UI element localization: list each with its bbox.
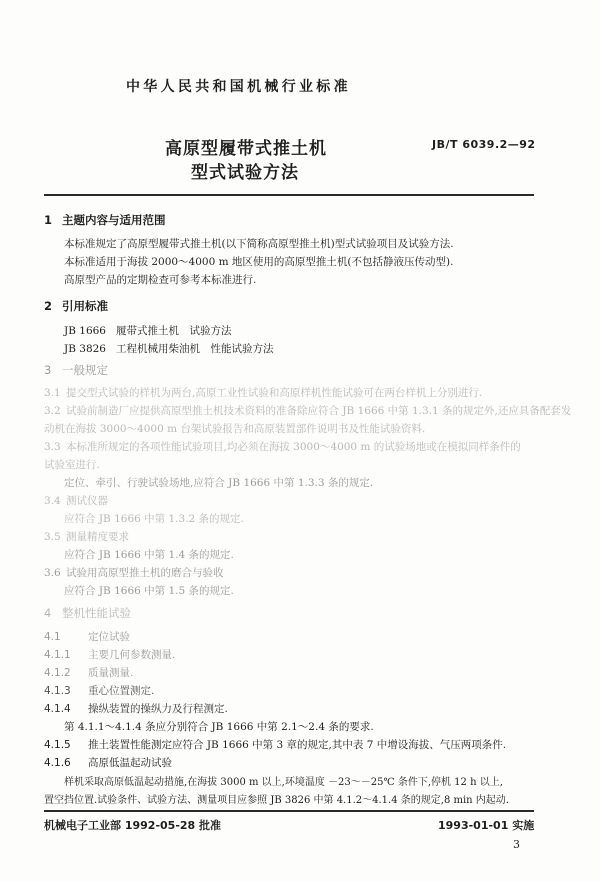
clause-3-3: 3.3 本标准所规定的各项性能试验项目,均必须在海拔 3000～4000 m 的试验场地或在模拟同样条件的 xyxy=(44,441,521,453)
clause-3-4-body: 应符合 JB 1666 中第 1.3.2 条的规定. xyxy=(64,513,244,525)
section-number: 3 xyxy=(44,363,52,377)
standard-number: JB/T 6039.2—92 xyxy=(432,138,536,151)
section-number: 2 xyxy=(44,299,53,313)
clause-3-5-body: 应符合 JB 1666 中第 1.4 条的规定. xyxy=(64,549,234,561)
clause-4-1-3: 4.1.3 重心位置测定. xyxy=(44,685,155,697)
clause-4-1-6: 4.1.6 高原低温起动试验 xyxy=(44,757,172,769)
paragraph: 本标准规定了高原型履带式推土机(以下简称高原型推土机)型式试验项目及试验方法. xyxy=(64,238,454,250)
reference-code: JB 3826 xyxy=(64,343,106,355)
document-title-line-1: 高原型履带式推土机 xyxy=(165,139,327,159)
clause-4-1-6-body-cont: 置空挡位置.试验条件、试验方法、测量项目应参照 JB 3826 中第 4.1.2～4.1.4 条的规定,8 min 内起动. xyxy=(44,795,509,806)
clause-4-1-1: 4.1.1 主要几何参数测量. xyxy=(44,649,176,661)
clause-4-1-2: 4.1.2 质量测量. xyxy=(44,667,134,679)
page-number: 3 xyxy=(513,838,520,851)
approval-statement: 机械电子工业部 1992-05-28 批准 xyxy=(44,819,222,832)
section-4-heading xyxy=(44,605,131,621)
section-number: 4 xyxy=(44,606,52,620)
reference-name: 履带式推土机 试验方法 xyxy=(116,325,232,337)
reference-item xyxy=(64,323,232,338)
clause-3-1: 3.1 提交型式试验的样机为两台,高原工业性试验和高原样机性能试验可在两台样机上分别进行. xyxy=(44,387,483,399)
clause-4-1-6-body: 样机采取高原低温起动措施,在海拔 3000 m 以上,环境温度 －23～－25℃ 条件下,停机 12 h 以上, xyxy=(64,777,503,788)
clause-3-3-note: 定位、牵引、行驶试验场地,应符合 JB 1666 中第 1.3.3 条的规定. xyxy=(64,477,374,489)
reference-item xyxy=(64,341,274,356)
clause-3-3-cont: 试验室进行. xyxy=(44,459,100,471)
reference-code: JB 1666 xyxy=(64,325,106,337)
effective-date: 1993-01-01 实施 xyxy=(438,819,535,832)
paragraph: 高原型产品的定期检查可参考本标准进行. xyxy=(64,274,257,286)
section-title: 主题内容与适用范围 xyxy=(62,213,166,227)
clause-3-5: 3.5 测量精度要求 xyxy=(44,531,129,543)
section-1-heading xyxy=(44,212,166,228)
footer-divider xyxy=(44,810,534,812)
clause-4-1-4: 4.1.4 操纵装置的操纵力及行程测定. xyxy=(44,703,228,715)
section-2-heading xyxy=(44,298,108,314)
clause-4-1-4-note: 第 4.1.1～4.1.4 条应分别符合 JB 1666 中第 2.1～2.4 条的要求. xyxy=(64,721,374,733)
section-title: 一般规定 xyxy=(62,363,108,377)
clause-4-1: 4.1 定位试验 xyxy=(44,631,130,643)
document-title-line-2: 型式试验方法 xyxy=(191,163,299,183)
section-title: 引用标准 xyxy=(62,299,108,313)
section-title: 整机性能试验 xyxy=(62,606,131,620)
clause-3-2-cont: 动机在海拔 3000～4000 m 台架试验报告和高原装置部件说明书及性能试验资料. xyxy=(44,423,426,435)
clause-4-1-5: 4.1.5 推土装置性能测定应符合 JB 1666 中第 3 章的规定,其中表 7 中增设海拔、气压两项条件. xyxy=(44,739,507,751)
clause-3-2: 3.2 试验前制造厂应提供高原型推土机技术资料的准备除应符合 JB 1666 中第 1.3.1 条的规定外,还应具备配套发 xyxy=(44,405,572,417)
section-number: 1 xyxy=(44,213,53,227)
section-3-heading xyxy=(44,362,108,378)
clause-3-6: 3.6 试验用高原型推土机的磨合与验收 xyxy=(44,567,224,579)
clause-3-4: 3.4 测试仪器 xyxy=(44,495,108,507)
reference-name: 工程机械用柴油机 性能试验方法 xyxy=(116,343,274,355)
header-divider xyxy=(44,194,534,196)
clause-3-6-body: 应符合 JB 1666 中第 1.5 条的规定. xyxy=(64,585,234,597)
paragraph: 本标准适用于海拔 2000～4000 m 地区使用的高原型推土机(不包括静液压传动型). xyxy=(64,256,454,268)
issuing-organization: 中华人民共和国机械行业标准 xyxy=(126,79,351,95)
